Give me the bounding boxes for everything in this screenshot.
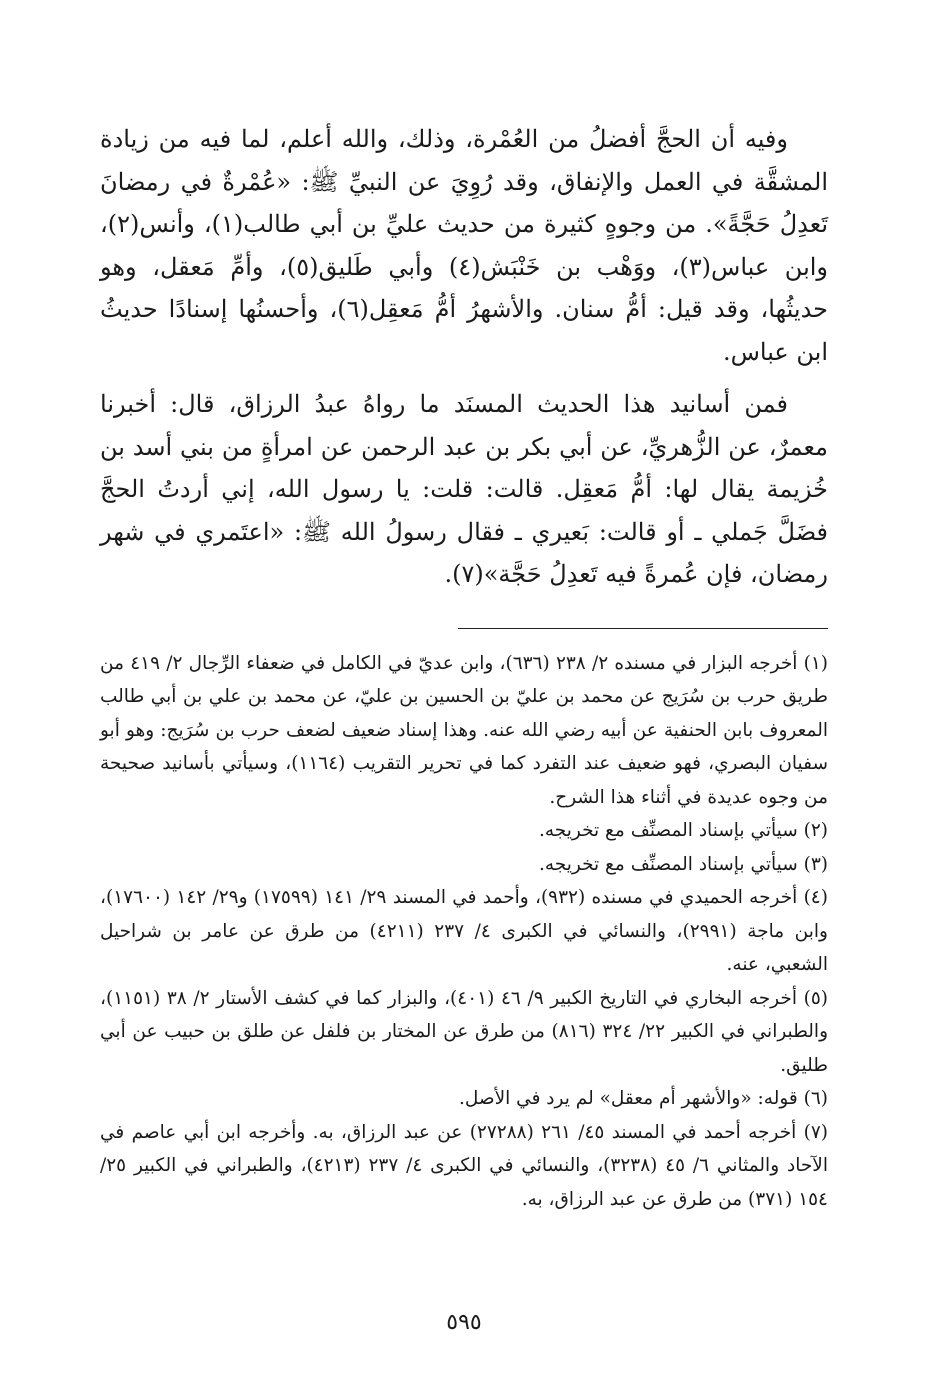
paragraph-1: وفيه أن الحجَّ أفضلُ من العُمْرة، وذلك، والله أعلم، لما فيه من زيادة المشقَّة في العمل والإنفاق، وقد رُوِيَ عن النبيِّ ﷺ: «عُمْرةٌ في رمضانَ تَعدِلُ حَجَّةً». من وجوهٍ كثيرة من حديث عليِّ بن أبي طالب(١)، وأنس(٢)، وابن عباس(٣)، ووَهْب بن خَنْبَش(٤) وأبي طَليق(٥)، وأمِّ مَعقل، وهو حديثُها، وقد قيل: أمُّ سنان. والأشهرُ أمُّ مَعقِل(٦)، وأحسنُها إسنادًا حديثُ ابن عباس.	[100, 125, 829, 366]
footnote-7	[100, 1116, 828, 1217]
main-text	[100, 118, 828, 596]
footnote-6	[100, 1082, 828, 1116]
footnote-2	[100, 814, 828, 848]
footnote-text: أخرجه البزار في مسنده ٢/ ٢٣٨ (٦٣٦)، وابن عديّ في الكامل في ضعفاء الرِّجال ٢/ ٤١٩ من طريق حرب بن سُرَيج عن محمد بن عليّ بن الحسين بن عليّ، عن محمد بن علي بن أبي طالب المعروف بابن الحنفية عن أبيه رضي الله عنه. وهذا إسناد ضعيف لضعف حرب بن سُرَيج: وهو أبو سفيان البصري، فهو ضعيف عند التفرد كما في تحرير التقريب (١١٦٤)، وسيأتي بأسانيد صحيحة من وجوه عديدة في أثناء هذا الشرح.	[100, 652, 829, 808]
footnote-text: أخرجه الحميدي في مسنده (٩٣٢)، وأحمد في المسند ٢٩/ ١٤١ (١٧٥٩٩) و٢٩/ ١٤٢ (١٧٦٠٠)، وابن ماجة (٢٩٩١)، والنسائي في الكبرى ٤/ ٢٣٧ (٤٢١١) من طرق عن عامر بن شراحيل الشعبي، عنه.	[100, 887, 828, 975]
footnote-number: (٤)	[803, 887, 828, 908]
footnote-5	[100, 982, 828, 1083]
footnote-number: (٦)	[803, 1088, 828, 1109]
paragraph-2: فمن أسانيد هذا الحديث المسنَد ما رواهُ عبدُ الرزاق، قال: أخبرنا معمرٌ، عن الزُّهريِّ، عن أبي بكر بن عبد الرحمن عن امرأةٍ من بني أسد بن خُزيمة يقال لها: أمُّ مَعقِل. قالت: قلت: يا رسول الله، إني أردتُ الحجَّ فضَلَّ جَملي ـ أو قالت: بَعيري ـ فقال رسولُ الله ﷺ: «اعتَمري في شهر رمضان، فإن عُمرةً فيه تَعدِلُ حَجَّة»(٧).	[100, 390, 828, 588]
footnote-1	[100, 647, 828, 815]
footnote-number: (٥)	[803, 987, 828, 1009]
footnote-number: (١)	[803, 652, 829, 674]
footnote-number: (٧)	[803, 1121, 828, 1143]
footnote-number: (٣)	[803, 853, 828, 875]
footnote-4	[100, 881, 828, 982]
footnote-3	[100, 848, 828, 882]
footnote-text: سيأتي بإسناد المصنِّف مع تخريجه.	[538, 853, 798, 875]
footnote-text: أخرجه أحمد في المسند ٤٥/ ٢٦١ (٢٧٢٨٨) عن عبد الرزاق، به. وأخرجه ابن أبي عاصم في الآحاد والمثاني ٦/ ٤٥ (٣٢٣٨)، والنسائي في الكبرى ٤/ ٢٣٧ (٤٢١٣)، والطبراني في الكبير ٢٥/ ١٥٤ (٣٧١) من طرق عن عبد الرزاق، به.	[100, 1121, 828, 1210]
footnote-number: (٢)	[803, 820, 828, 841]
footnote-text: قوله: «والأشهر أم معقل» لم يرد في الأصل.	[458, 1088, 798, 1109]
footnote-text: أخرجه البخاري في التاريخ الكبير ٩/ ٤٦ (٤٠١)، والبزار كما في كشف الأستار ٢/ ٣٨ (١١٥١)، والطبراني في الكبير ٢٢/ ٣٢٤ (٨١٦) من طرق عن المختار بن فلفل عن طلق بن حبيب عن أبي طليق.	[100, 987, 829, 1076]
footnote-text: سيأتي بإسناد المصنِّف مع تخريجه.	[538, 820, 798, 841]
page-number: ٥٩٥	[446, 1310, 482, 1335]
footnotes	[100, 647, 828, 1217]
footnote-separator	[458, 628, 828, 629]
